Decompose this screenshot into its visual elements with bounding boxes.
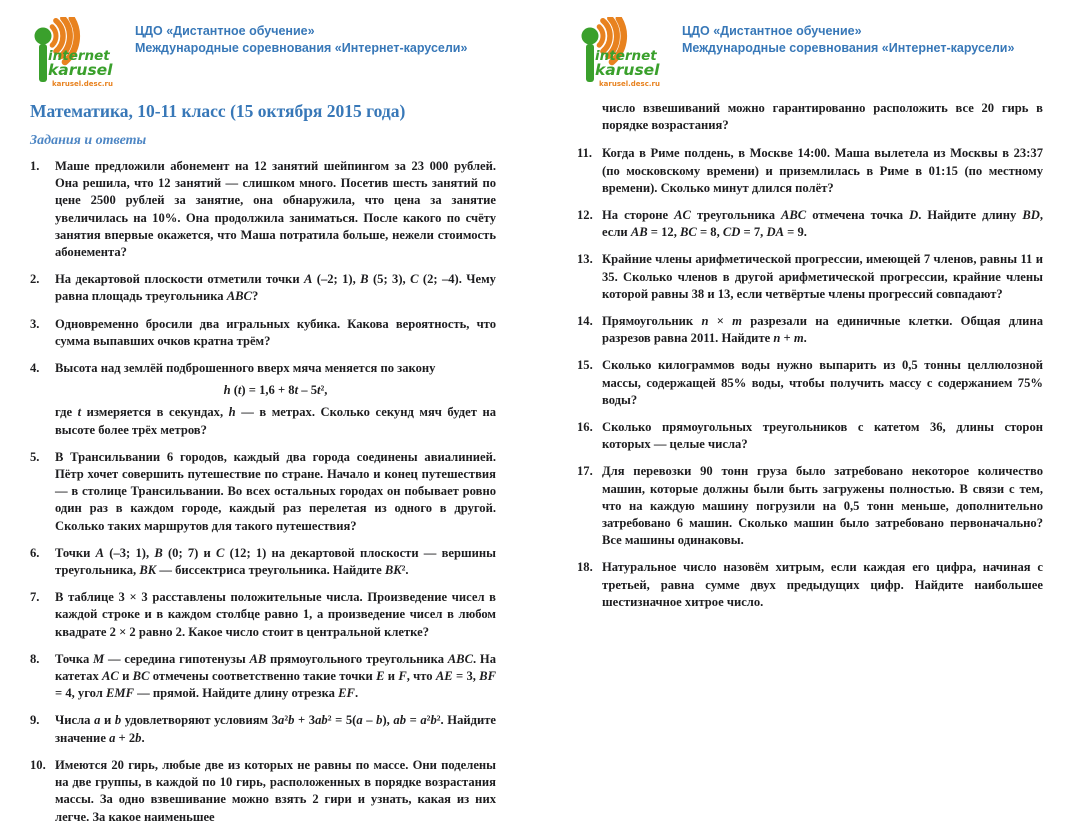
logo-text-line1: internet [48,48,110,64]
problem-number: 9. [30,713,40,728]
problem-number: 5. [30,449,40,464]
internet-karusel-logo [577,17,667,91]
problem-item [30,589,496,641]
problem-number: 15. [577,358,593,373]
problem-item [577,251,1043,303]
org-line-1: ЦДО «Дистантное обучение» [135,24,315,38]
logo-dot-icon [582,28,599,45]
problem-list-right [577,145,1043,611]
problem-text: Маше предложили абонемент на 12 занятий шейпингом за 23 000 рублей. Она решила, что 12 занятий — слишком много. Посетив шесть занятий по цене 2500 рублей за занятие, она обнаружила, что цена за занятие увеличилась на 10%. Она продолжила заниматься. После какого по счёту занятия впервые окажется, что Маша потратила больше, нежели стоимость абонемента? [55,159,496,260]
page-right [577,17,1043,621]
problem-item [577,357,1043,409]
logo-text-line2: karusel [595,61,660,79]
problem-text: Сколько килограммов воды нужно выпарить из 0,5 тонны целлюлозной массы, содержащей 85% воды, чтобы получить массу с содержанием 75% воды? [602,358,1043,407]
org-line-2: Международные соревнования «Интернет-карусели» [135,41,468,55]
problem-text: Сколько прямоугольных треугольников с катетом 36, длины сторон которых — целые числа? [602,420,1043,452]
problem-item [30,316,496,350]
problem-text: На стороне AC треугольника ABC отмечена точка D. Найдите длину BD, если AB = 12, BC = 8, CD = 7, DA = 9. [602,208,1043,240]
problem-item [577,419,1043,453]
section-heading: Задания и ответы [30,133,147,148]
problem-number: 13. [577,252,593,267]
problem-number: 6. [30,545,40,560]
problem-number: 10. [30,757,46,772]
problem-number: 18. [577,560,593,575]
logo-text-line1: internet [595,48,657,64]
problem-text: Крайние члены арифметической прогрессии, имеющей 7 членов, равны 11 и 35. Сколько членов в другой арифметической прогрессии, крайние члены которой равны 38 и 13, если четвёртые члены прогрессий совпадают? [602,252,1043,301]
problem-text: На декартовой плоскости отметили точки A (–2; 1), B (5; 3), C (2; –4). Чему равна площадь треугольника ABC? [55,272,496,304]
organization-lines [135,17,467,57]
page-left [30,17,496,836]
problem-number: 1. [30,159,40,173]
logo-stem-icon [39,44,47,82]
logo-stem-icon [586,44,594,82]
problem-text: Для перевозки 90 тонн груза было затребовано некоторое количество машин, которые должны были быть загружены полностью. В связи с тем, что на каждую машину погрузили на 0,5 тонн меньше, дополнительно затребовано 6 машин. Сколько машин было затребовано первоначально? Все машины одинаковы. [602,464,1043,548]
problem-number: 17. [577,464,593,479]
logo-text-line2: karusel [48,61,113,79]
problem-item [577,463,1043,549]
problem-number: 14. [577,314,593,329]
problem-number: 2. [30,272,40,287]
org-line-2: Международные соревнования «Интернет-карусели» [682,41,1015,55]
problem-text: Одновременно бросили два игральных кубика. Какова вероятность, что сумма выпавших очков кратна трём? [55,316,496,348]
problem-item [30,545,496,579]
logo-dot-icon [35,28,52,45]
page-header [577,17,1043,100]
problem-item [577,207,1043,241]
problem-text: Точка M — середина гипотенузы AB прямоугольного треугольника ABC. На катетах AC и BC отмечены соответственно такие точки E и F, что AE = 3, BF = 4, угол EMF — прямой. Найдите длину отрезка EF. [55,651,496,701]
problem-text: Натуральное число назовём хитрым, если каждая его цифра, начиная с третьей, равна сумме двух предыдущих цифр. Найдите наибольшее шестизначное хитрое число. [602,560,1043,609]
problem-number: 16. [577,420,593,435]
problem-number: 8. [30,651,40,666]
problem-item [577,145,1043,197]
problem-text: Числа a и b удовлетворяют условиям 3a²b + 3ab² = 5(a – b), ab = a²b². Найдите значение a + 2b. [55,713,497,745]
problem-text: В Трансильвании 6 городов, каждый два города соединены авиалинией. Пётр хочет совершить путешествие по стране. Начало и конец путешествия — в столице Трансильвании. Во всех остальных городах он побывает ровно один раз в каждом городе, каждый раз перелетая из одного в другой. Сколько таких маршрутов для такого путешествия? [55,449,496,533]
problem-number: 11. [577,146,593,161]
org-line-1: ЦДО «Дистантное обучение» [682,24,862,38]
logo-url-text: karusel.desc.ru [599,80,660,88]
problem-number: 7. [30,590,40,605]
problem-text: Имеются 20 гирь, любые две из которых не равны по массе. Они поделены на две группы, в каждой по 10 гирь, расположенных в порядке возрастания массы. За одно взвешивание можно взять 2 гири и узнать, какая из них легче. За какое наименьшее [55,757,496,824]
organization-lines [682,17,1014,57]
problem-text: Когда в Риме полдень, в Москве 14:00. Маша вылетела из Москвы в 23:37 (по московскому времени) и приземлилась в Риме в 01:15 (по местному времени). Сколько минут длился полёт? [602,146,1043,195]
problem-list-left [30,158,496,826]
problem-item [577,313,1043,347]
page-title: Математика, 10-11 класс (15 октября 2015 года) [30,101,406,121]
logo-url-text: karusel.desc.ru [52,80,113,88]
problem-item [30,449,496,535]
problem-item [30,712,496,746]
page-header [30,17,496,100]
problem-text: В таблице 3 × 3 расставлены положительные числа. Произведение чисел в каждой строке и в каждом столбце равно 1, а произведение чисел в любом квадрате 2 × 2 равно 2. Какое число стоит в центральной клетке? [55,590,496,639]
problem-text: Прямоугольник n × m разрезали на единичные клетки. Общая длина разрезов равна 2011. Найдите n + m. [602,314,1043,346]
problem-number: 12. [577,208,593,223]
problem-text: Точки A (–3; 1), B (0; 7) и C (12; 1) на декартовой плоскости — вершины треугольника, BK — биссектриса треугольника. Найдите BK². [55,545,496,578]
problem-text: Высота над землёй подброшенного вверх мяча меняется по закону h (t) = 1,6 + 8t – 5t², где t измеряется в секундах, h — в метрах. Сколько секунд мяч будет на высоте более трёх метров? [55,361,496,437]
problem-number: 3. [30,316,40,331]
problem-item [30,757,496,826]
problem-item [577,559,1043,611]
problem-item [30,271,496,305]
internet-karusel-logo [30,17,120,91]
problem-item [30,158,496,261]
problem-number: 4. [30,361,40,376]
problem-10-continuation: число взвешиваний можно гарантированно расположить все 20 гирь в порядке возрастания? [602,101,1043,133]
problem-item [30,360,496,439]
